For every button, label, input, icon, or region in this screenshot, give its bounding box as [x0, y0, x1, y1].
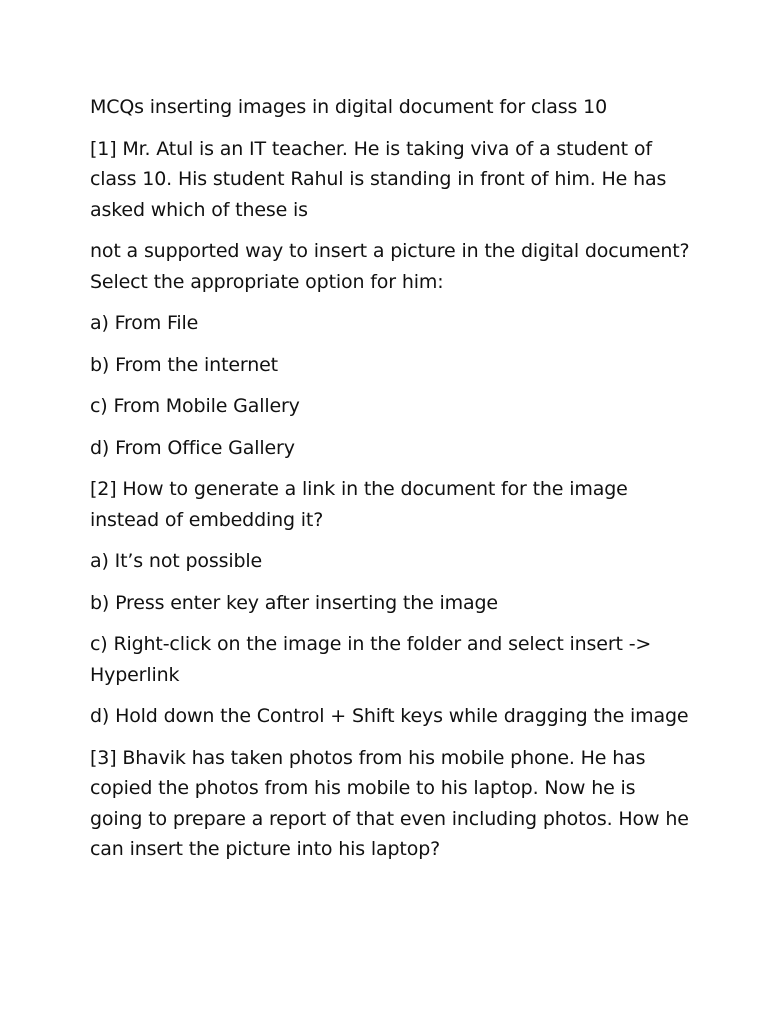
question-2-option-c: c) Right-click on the image in the folder and select insert -> Hyperlink [90, 633, 652, 686]
question-1-stem-part-1: [1] Mr. Atul is an IT teacher. He is taking viva of a student of class 10. His student Rahul is standing in front of him. He has asked which of these is [90, 137, 667, 221]
document-body [90, 92, 690, 876]
document-title: MCQs inserting images in digital document for class 10 [90, 96, 608, 118]
question-3-stem: [3] Bhavik has taken photos from his mobile phone. He has copied the photos from his mobile to his laptop. Now he is going to prepare a report of that even including photos. How he can insert the picture into his laptop? [90, 746, 689, 860]
question-1-option-d: d) From Office Gallery [90, 436, 295, 459]
question-2-option-b: b) Press enter key after inserting the image [90, 591, 498, 614]
question-2-stem: [2] How to generate a link in the document for the image instead of embedding it? [90, 478, 628, 531]
question-2-option-a: a) It’s not possible [90, 550, 263, 572]
question-1-option-a: a) From File [90, 312, 199, 334]
question-1-option-c: c) From Mobile Gallery [90, 395, 300, 417]
question-1-stem-part-2: not a supported way to insert a picture in the digital document? Select the appropriate option for him: [90, 240, 690, 293]
question-2-option-d: d) Hold down the Control + Shift keys while dragging the image [90, 705, 689, 727]
question-1-option-b: b) From the internet [90, 353, 278, 376]
